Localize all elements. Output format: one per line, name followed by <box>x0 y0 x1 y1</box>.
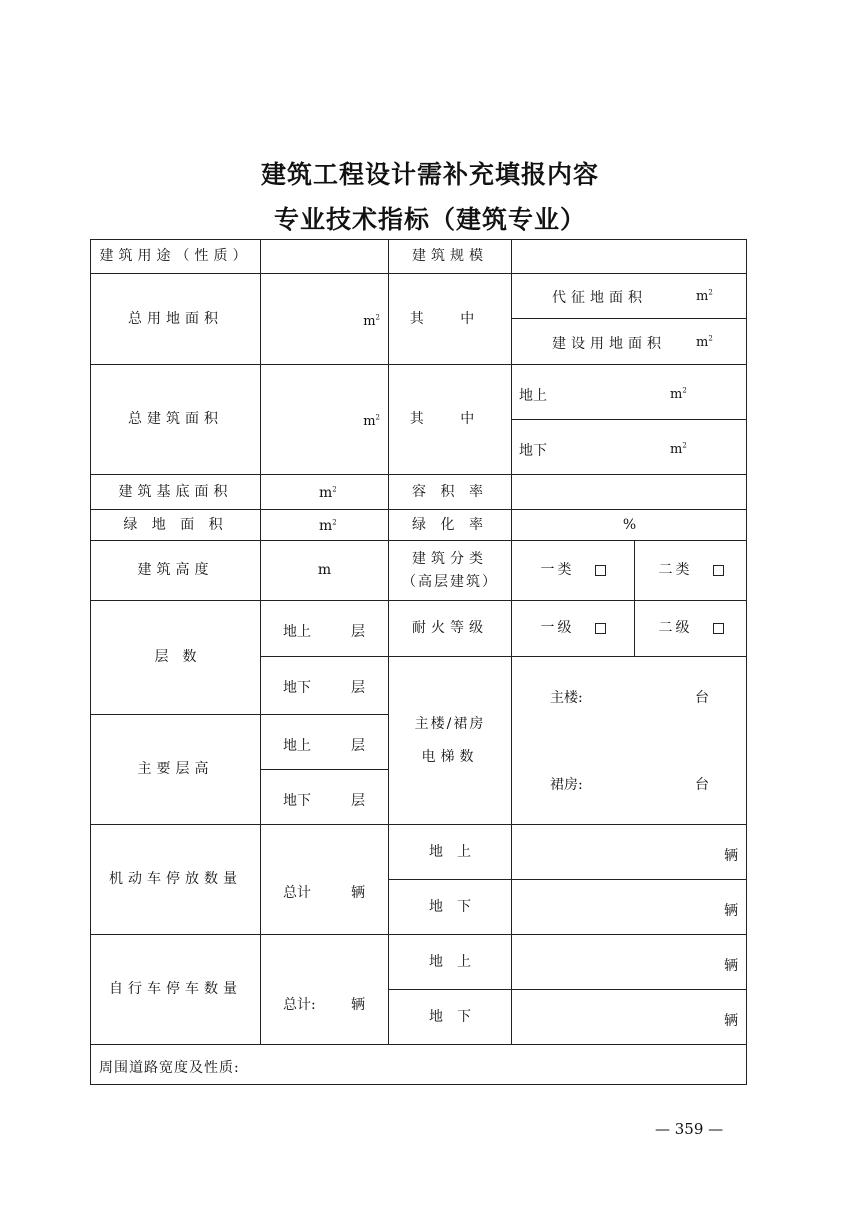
bike-parking-label: 自行车停车数量 <box>90 934 260 1044</box>
class-two-option[interactable] <box>634 540 747 600</box>
grade-two-option[interactable] <box>634 600 747 656</box>
page-number: — 359 — <box>655 1120 724 1138</box>
construction-land-area-label: 建设用地面积 <box>552 336 666 352</box>
unit-meter: m <box>317 562 332 579</box>
grade-one-option[interactable] <box>511 600 634 656</box>
class-two-label: 二类 <box>658 562 693 579</box>
fire-rating-label: 耐火等级 <box>388 600 511 656</box>
floors-unit: 层 <box>351 680 365 696</box>
class-one-label: 一类 <box>540 562 575 579</box>
total-building-area-label: 总建筑面积 <box>90 364 260 474</box>
building-height-field[interactable] <box>260 540 388 600</box>
unit-square-meter: $m^2$ <box>696 288 713 304</box>
bike-unit: 辆 <box>351 997 365 1013</box>
building-use-label: 建筑用途（性质） <box>90 239 260 273</box>
surrounding-road-label: 周围道路宽度及性质: <box>99 1060 240 1076</box>
green-area-label: 绿 地 面 积 <box>90 509 260 540</box>
podium-label: 裙房: <box>550 777 583 793</box>
vehicle-unit: 辆 <box>724 903 738 919</box>
checkbox-icon[interactable] <box>713 565 724 576</box>
of-which-label: 其 中 <box>388 273 511 364</box>
document-title: 建筑工程设计需补充填报内容 <box>260 160 599 189</box>
total-land-area-field[interactable] <box>260 273 388 364</box>
checkbox-icon[interactable] <box>595 565 606 576</box>
expropriated-area-label: 代征地面积 <box>552 290 647 306</box>
floors-above-label: 地上 <box>283 624 311 640</box>
bike-total-label: 总计: <box>283 997 316 1013</box>
below-ground-label: 地下 <box>519 443 547 459</box>
bike-below-field[interactable] <box>511 989 747 1044</box>
building-height-label: 建筑高度 <box>90 540 260 600</box>
vehicle-unit: 辆 <box>351 885 365 901</box>
bike-below-label: 地 下 <box>388 989 511 1044</box>
floors-above-field[interactable] <box>260 600 388 656</box>
unit-square-meter: $m^2$ <box>363 413 380 429</box>
building-class-line2: （高层建筑） <box>402 573 498 590</box>
below-ground-area-field[interactable] <box>511 419 747 474</box>
elevator-count-field[interactable] <box>511 656 747 824</box>
building-class-line1: 建筑分类 <box>412 551 488 568</box>
vehicle-total-field[interactable] <box>260 824 388 934</box>
bike-total-field[interactable] <box>260 934 388 1044</box>
elevator-unit: 台 <box>695 777 709 793</box>
bike-above-label: 地 上 <box>388 934 511 989</box>
unit-square-meter: $m^2$ <box>319 485 337 501</box>
floors-below-field[interactable] <box>260 656 388 714</box>
height-unit: 层 <box>351 793 365 809</box>
main-building-label: 主楼: <box>550 690 583 706</box>
total-building-area-field[interactable] <box>260 364 388 474</box>
elevator-line2: 电梯数 <box>421 748 479 765</box>
document-subtitle: 专业技术指标（建筑专业） <box>273 205 586 234</box>
floors-label: 层 数 <box>90 600 260 714</box>
vehicle-below-field[interactable] <box>511 879 747 934</box>
elevator-count-label <box>388 656 511 824</box>
floors-unit: 层 <box>351 624 365 640</box>
building-scale-label: 建筑规模 <box>388 239 511 273</box>
percent-unit: % <box>622 516 637 533</box>
checkbox-icon[interactable] <box>713 623 724 634</box>
height-above-label: 地上 <box>283 738 311 754</box>
of-which-label: 其 中 <box>388 364 511 474</box>
building-use-field[interactable] <box>260 239 388 273</box>
vehicle-above-label: 地 上 <box>388 824 511 879</box>
height-above-field[interactable] <box>260 714 388 769</box>
vehicle-unit: 辆 <box>724 848 738 864</box>
above-ground-label: 地上 <box>519 388 547 404</box>
green-area-field[interactable] <box>260 509 388 540</box>
unit-square-meter: $m^2$ <box>319 518 337 534</box>
elevator-unit: 台 <box>695 690 709 706</box>
main-floor-height-label: 主要层高 <box>90 714 260 824</box>
floors-below-label: 地下 <box>283 680 311 696</box>
vehicle-above-field[interactable] <box>511 824 747 879</box>
above-ground-area-field[interactable] <box>511 364 747 419</box>
unit-square-meter: $m^2$ <box>696 334 713 350</box>
grade-one-label: 一级 <box>540 620 575 637</box>
unit-square-meter: $m^2$ <box>670 441 687 457</box>
bike-unit: 辆 <box>724 958 738 974</box>
unit-square-meter: $m^2$ <box>363 313 380 329</box>
height-unit: 层 <box>351 738 365 754</box>
height-below-label: 地下 <box>283 793 311 809</box>
vehicle-parking-label: 机动车停放数量 <box>90 824 260 934</box>
construction-land-area-field[interactable] <box>511 318 747 364</box>
vehicle-total-label: 总计 <box>283 885 311 901</box>
greening-rate-field[interactable] <box>511 509 747 540</box>
bike-above-field[interactable] <box>511 934 747 989</box>
building-scale-field[interactable] <box>511 239 747 273</box>
class-one-option[interactable] <box>511 540 634 600</box>
vehicle-below-label: 地 下 <box>388 879 511 934</box>
grade-two-label: 二级 <box>658 620 693 637</box>
base-area-field[interactable] <box>260 474 388 509</box>
greening-rate-label: 绿 化 率 <box>388 509 511 540</box>
checkbox-icon[interactable] <box>595 623 606 634</box>
bike-unit: 辆 <box>724 1013 738 1029</box>
height-below-field[interactable] <box>260 769 388 824</box>
elevator-line1: 主楼/裙房 <box>414 716 486 733</box>
total-land-area-label: 总用地面积 <box>90 273 260 364</box>
floor-area-ratio-label: 容 积 率 <box>388 474 511 509</box>
expropriated-area-field[interactable] <box>511 273 747 318</box>
floor-area-ratio-field[interactable] <box>511 474 747 509</box>
surrounding-road-field[interactable] <box>90 1044 747 1085</box>
unit-square-meter: $m^2$ <box>670 386 687 402</box>
base-area-label: 建筑基底面积 <box>90 474 260 509</box>
building-class-label <box>388 540 511 600</box>
